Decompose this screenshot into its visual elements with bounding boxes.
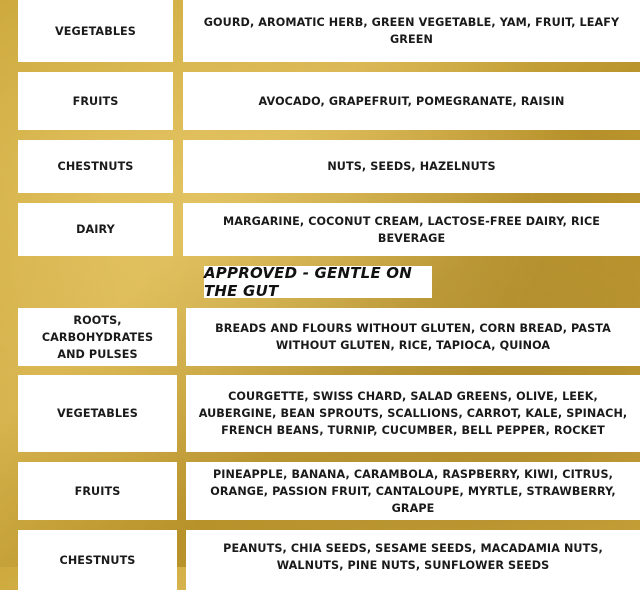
items-cell: COURGETTE, SWISS CHARD, SALAD GREENS, OLIVE, LEEK, AUBERGINE, BEAN SPROUTS, SCALLIONS, CARROT, KALE, SPINACH, FRENCH BEANS, TURNIP, CUCUMBER, BELL PEPPER, ROCKET	[186, 375, 640, 452]
items-cell: BREADS AND FLOURS WITHOUT GLUTEN, CORN BREAD, PASTA WITHOUT GLUTEN, RICE, TAPIOCA, QUINOA	[186, 308, 640, 366]
category-cell: CHESTNUTS	[18, 140, 173, 193]
items-cell: AVOCADO, GRAPEFRUIT, POMEGRANATE, RAISIN	[183, 72, 640, 130]
category-cell: FRUITS	[18, 72, 173, 130]
category-cell: ROOTS, CARBOHYDRATES AND PULSES	[18, 308, 177, 366]
items-cell: PINEAPPLE, BANANA, CARAMBOLA, RASPBERRY, KIWI, CITRUS, ORANGE, PASSION FRUIT, CANTALOUPE, MYRTLE, STRAWBERRY, GRAPE	[186, 462, 640, 520]
category-cell: VEGETABLES	[18, 375, 177, 452]
section-heading: APPROVED - GENTLE ON THE GUT	[204, 266, 432, 298]
category-cell: VEGETABLES	[18, 0, 173, 62]
category-cell: DAIRY	[18, 203, 173, 256]
items-cell: PEANUTS, CHIA SEEDS, SESAME SEEDS, MACADAMIA NUTS, WALNUTS, PINE NUTS, SUNFLOWER SEEDS	[186, 530, 640, 590]
category-cell: FRUITS	[18, 462, 177, 520]
category-cell: CHESTNUTS	[18, 530, 177, 590]
items-cell: NUTS, SEEDS, HAZELNUTS	[183, 140, 640, 193]
items-cell: MARGARINE, COCONUT CREAM, LACTOSE-FREE DAIRY, RICE BEVERAGE	[183, 203, 640, 256]
items-cell: GOURD, AROMATIC HERB, GREEN VEGETABLE, YAM, FRUIT, LEAFY GREEN	[183, 0, 640, 62]
